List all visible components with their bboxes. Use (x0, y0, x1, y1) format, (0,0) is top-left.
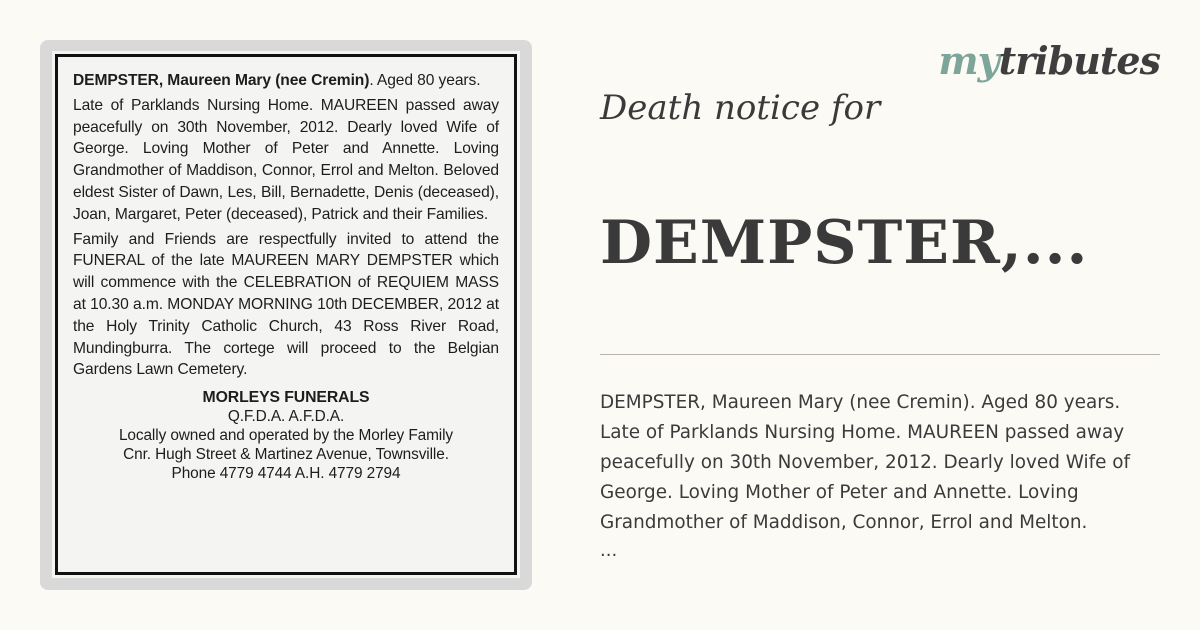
mytributes-logo (938, 38, 1160, 83)
logo-tributes: tributes (998, 38, 1160, 83)
funeral-director-quals: Q.F.D.A. A.F.D.A. (227, 408, 345, 426)
notice-card-inner (52, 51, 520, 578)
funeral-director-name: MORLEYS FUNERALS (202, 389, 370, 407)
funeral-director-address: Cnr. Hugh Street & Martinez Avenue, Townsville. (123, 446, 449, 464)
notice-first-paragraph (73, 70, 499, 92)
newspaper-notice (55, 54, 517, 575)
notice-card (40, 40, 532, 590)
funeral-director-ownership: Locally owned and operated by the Morley Family (118, 427, 454, 445)
excerpt-ellipsis: ... (600, 540, 618, 561)
notice-paragraph-family: Late of Parklands Nursing Home. MAUREEN passed away peacefully on 30th November, 2012. Dearly loved Wife of George. Loving Mother of Peter and Annette. Loving Grandmother of Maddison, Connor, Errol and Melton. Beloved eldest Sister of Dawn, Les, Bill, Bernadette, Denis (deceased), Joan, Margaret, Peter (deceased), Patrick and their Families. (73, 96, 499, 223)
logo-my: my (938, 38, 999, 83)
funeral-director-phone: Phone 4779 4744 A.H. 4779 2794 (171, 465, 401, 483)
notice-paragraph-funeral: Family and Friends are respectfully invited to attend the FUNERAL of the late MAUREEN MARY DEMPSTER which will commence with the CELEBRATION of REQUIEM MASS at 10.30 a.m. MONDAY MORNING 10th DECEMBER, 2012 at the Holy Trinity Catholic Church, 43 Ross River Road, Mundingburra. The cortege will proceed to the Belgian Gardens Lawn Cemetery. (73, 230, 499, 379)
notice-excerpt: DEMPSTER, Maureen Mary (nee Cremin). Aged 80 years. Late of Parklands Nursing Home. MAUREEN passed away peacefully on 30th November, 2012. Dearly loved Wife of George. Loving Mother of Peter and Annette. Loving Grandmother of Maddison, Connor, Errol and Melton. (600, 392, 1130, 533)
section-divider (600, 354, 1160, 355)
funeral-director-block (73, 388, 499, 483)
notice-intro: . Aged 80 years. (369, 72, 481, 89)
deceased-name-title: DEMPSTER,... (600, 208, 1089, 278)
notice-deceased-name: DEMPSTER, Maureen Mary (nee Cremin) (73, 72, 370, 89)
page-heading: Death notice for (600, 88, 881, 128)
